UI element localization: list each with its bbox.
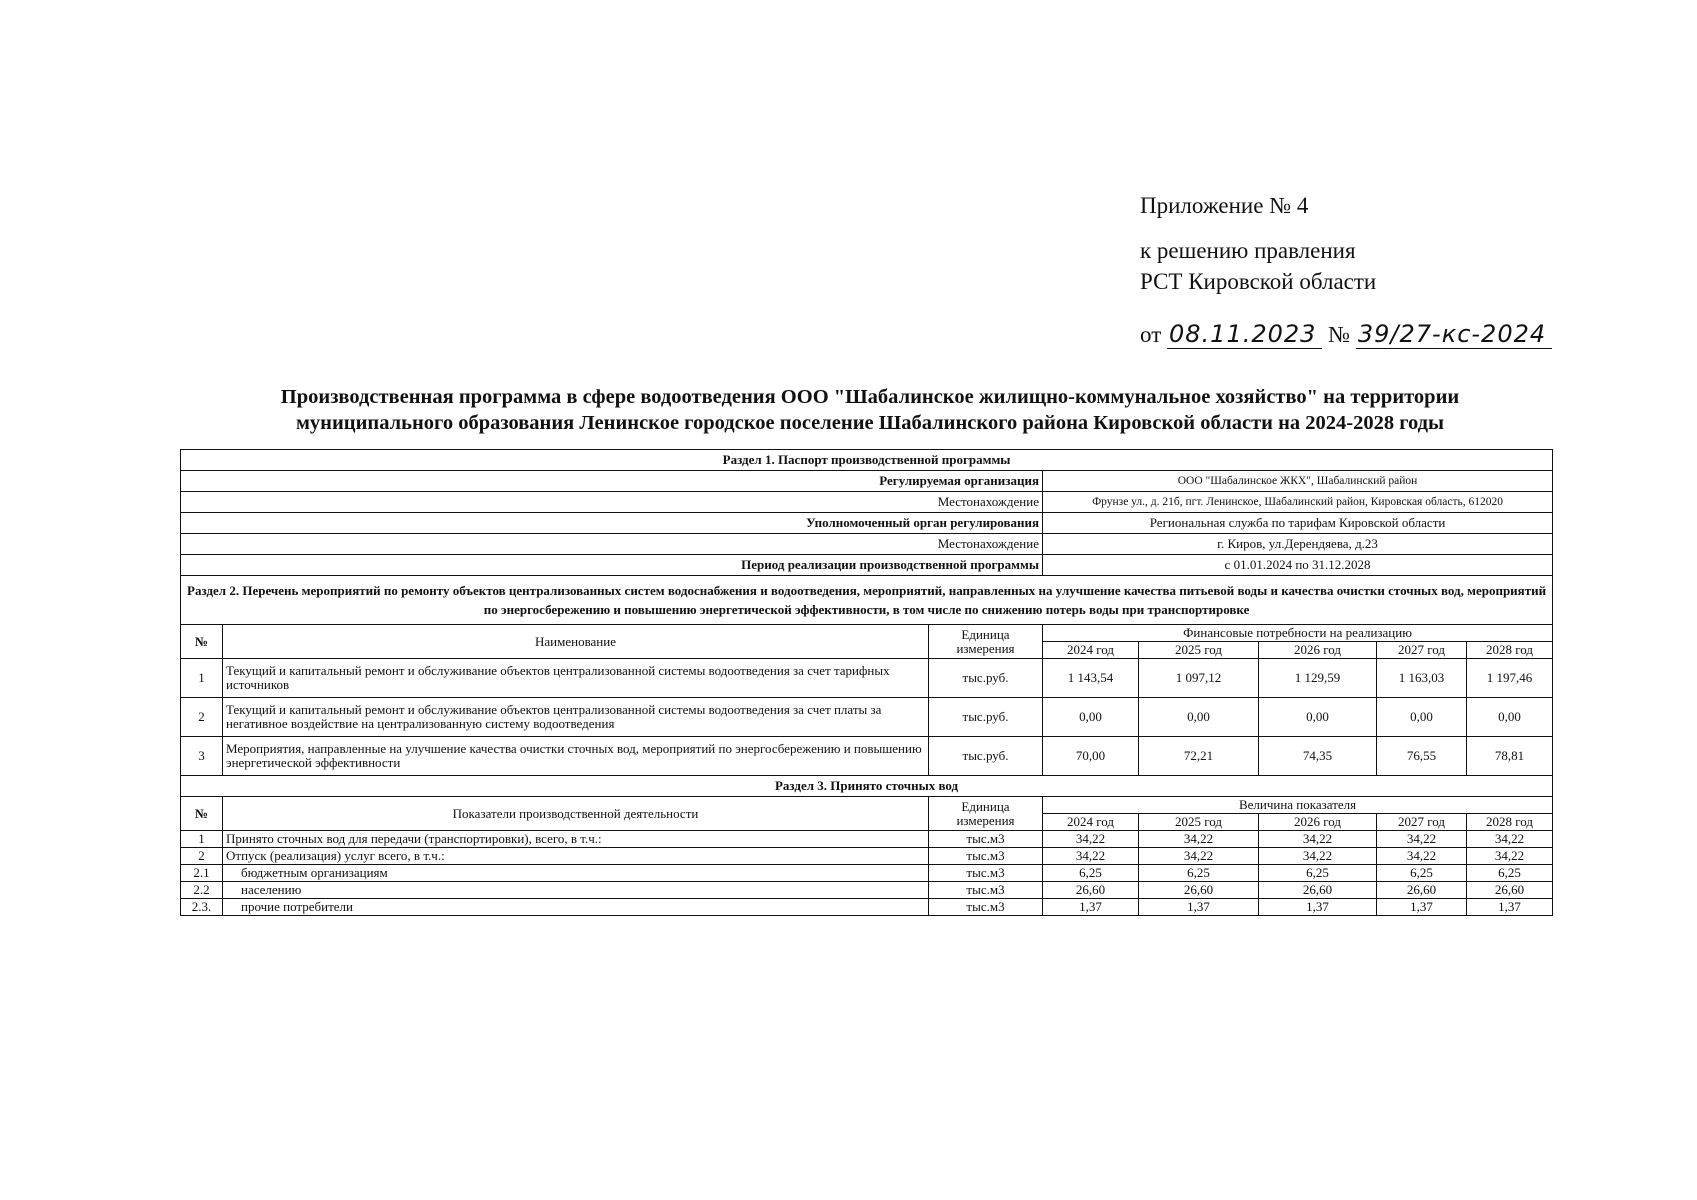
row-value: 1 163,03 xyxy=(1377,659,1467,698)
row-value: 1 097,12 xyxy=(1139,659,1259,698)
row-value: 1,37 xyxy=(1467,899,1553,916)
row-name: Отпуск (реализация) услуг всего, в т.ч.: xyxy=(223,848,929,865)
passport-label: Местонахождение xyxy=(181,534,1043,555)
row-value: 0,00 xyxy=(1467,698,1553,737)
year-header: 2025 год xyxy=(1139,642,1259,659)
row-value: 34,22 xyxy=(1467,848,1553,865)
col-group-header: Величина показателя xyxy=(1043,797,1553,814)
year-header: 2026 год xyxy=(1259,814,1377,831)
row-value: 6,25 xyxy=(1467,865,1553,882)
row-unit: тыс.руб. xyxy=(929,698,1043,737)
row-unit: тыс.м3 xyxy=(929,831,1043,848)
row-unit: тыс.м3 xyxy=(929,865,1043,882)
col-name-header: Показатели производственной деятельности xyxy=(223,797,929,831)
row-value: 26,60 xyxy=(1377,882,1467,899)
year-header: 2026 год xyxy=(1259,642,1377,659)
appendix-authority: РСТ Кировской области xyxy=(1140,269,1377,294)
row-value: 1,37 xyxy=(1043,899,1139,916)
table-row xyxy=(181,882,1553,899)
year-header: 2024 год xyxy=(1043,814,1139,831)
row-unit: тыс.м3 xyxy=(929,899,1043,916)
year-header: 2025 год xyxy=(1139,814,1259,831)
passport-value: ООО "Шабалинское ЖКХ", Шабалинский район xyxy=(1043,471,1553,492)
row-name: Принято сточных вод для передачи (транспортировки), всего, в т.ч.: xyxy=(223,831,929,848)
row-name: Текущий и капитальный ремонт и обслуживание объектов централизованной системы водоотведения за счет тарифных источников xyxy=(223,659,929,698)
decision-date: 08.11.2023 xyxy=(1167,320,1322,349)
table-row xyxy=(181,848,1553,865)
appendix-date-number xyxy=(1140,319,1640,350)
decision-number: 39/27-кс-2024 xyxy=(1356,320,1552,349)
title-line-2: муниципального образования Ленинское городское поселение Шабалинского района Кировской области на 2024-2028 годы xyxy=(295,412,1445,434)
row-value: 1 143,54 xyxy=(1043,659,1139,698)
passport-value: с 01.01.2024 по 31.12.2028 xyxy=(1043,555,1553,576)
row-value: 1 197,46 xyxy=(1467,659,1553,698)
row-value: 72,21 xyxy=(1139,737,1259,776)
row-number: 2.3. xyxy=(181,899,223,916)
row-unit: тыс.руб. xyxy=(929,659,1043,698)
row-value: 26,60 xyxy=(1043,882,1139,899)
section3-heading: Раздел 3. Принято сточных вод xyxy=(181,776,1553,797)
row-number: 1 xyxy=(181,659,223,698)
table-row xyxy=(181,899,1553,916)
row-name: населению xyxy=(223,882,929,899)
year-header: 2028 год xyxy=(1467,642,1553,659)
row-value: 70,00 xyxy=(1043,737,1139,776)
section1-heading: Раздел 1. Паспорт производственной программы xyxy=(181,450,1553,471)
row-value: 34,22 xyxy=(1377,831,1467,848)
passport-label: Уполномоченный орган регулирования xyxy=(181,513,1043,534)
col-number-header: № xyxy=(181,797,223,831)
row-value: 1,37 xyxy=(1259,899,1377,916)
table-row xyxy=(181,659,1553,698)
row-value: 1 129,59 xyxy=(1259,659,1377,698)
row-number: 1 xyxy=(181,831,223,848)
row-value: 76,55 xyxy=(1377,737,1467,776)
passport-value: Региональная служба по тарифам Кировской области xyxy=(1043,513,1553,534)
row-value: 26,60 xyxy=(1139,882,1259,899)
row-value: 6,25 xyxy=(1043,865,1139,882)
row-value: 78,81 xyxy=(1467,737,1553,776)
row-value: 6,25 xyxy=(1377,865,1467,882)
table-row xyxy=(181,865,1553,882)
passport-label: Местонахождение xyxy=(181,492,1043,513)
row-value: 74,35 xyxy=(1259,737,1377,776)
col-group-header: Финансовые потребности на реализацию xyxy=(1043,625,1553,642)
title-line-1: Производственная программа в сфере водоотведения ООО "Шабалинское жилищно-коммунальное хозяйство" на территории xyxy=(280,386,1460,408)
row-value: 1,37 xyxy=(1139,899,1259,916)
passport-label: Период реализации производственной программы xyxy=(181,555,1043,576)
appendix-decision: к решению правления xyxy=(1140,238,1356,263)
row-value: 6,25 xyxy=(1259,865,1377,882)
row-value: 0,00 xyxy=(1377,698,1467,737)
number-prefix: № xyxy=(1328,322,1351,347)
row-unit: тыс.м3 xyxy=(929,848,1043,865)
row-number: 3 xyxy=(181,737,223,776)
passport-label: Регулируемая организация xyxy=(181,471,1043,492)
appendix-block xyxy=(1140,190,1640,350)
from-prefix: от xyxy=(1140,322,1162,347)
row-value: 34,22 xyxy=(1139,848,1259,865)
row-number: 2.2 xyxy=(181,882,223,899)
row-value: 34,22 xyxy=(1139,831,1259,848)
row-name: Текущий и капитальный ремонт и обслуживание объектов централизованной системы водоотведения за счет платы за негативное воздействие на централизованную систему водоотведения xyxy=(223,698,929,737)
row-value: 34,22 xyxy=(1043,831,1139,848)
table-row xyxy=(181,831,1553,848)
row-value: 34,22 xyxy=(1377,848,1467,865)
year-header: 2027 год xyxy=(1377,642,1467,659)
col-name-header: Наименование xyxy=(223,625,929,659)
col-unit-header: Единица измерения xyxy=(929,625,1043,659)
year-header: 2028 год xyxy=(1467,814,1553,831)
year-header: 2024 год xyxy=(1043,642,1139,659)
row-number: 2 xyxy=(181,698,223,737)
row-value: 34,22 xyxy=(1259,831,1377,848)
row-value: 0,00 xyxy=(1259,698,1377,737)
row-value: 26,60 xyxy=(1467,882,1553,899)
program-table xyxy=(180,449,1553,916)
col-unit-header: Единица измерения xyxy=(929,797,1043,831)
row-value: 0,00 xyxy=(1043,698,1139,737)
col-number-header: № xyxy=(181,625,223,659)
row-name: бюджетным организациям xyxy=(223,865,929,882)
row-name: прочие потребители xyxy=(223,899,929,916)
table-row xyxy=(181,737,1553,776)
row-value: 34,22 xyxy=(1467,831,1553,848)
passport-value: Фрунзе ул., д. 21б, пгт. Ленинское, Шабалинский район, Кировская область, 612020 xyxy=(1043,492,1553,513)
row-unit: тыс.м3 xyxy=(929,882,1043,899)
row-name: Мероприятия, направленные на улучшение качества очистки сточных вод, мероприятий по энергосбережению и повышению энергетической эффективности xyxy=(223,737,929,776)
document-title xyxy=(180,384,1560,436)
row-value: 1,37 xyxy=(1377,899,1467,916)
row-value: 0,00 xyxy=(1139,698,1259,737)
row-value: 34,22 xyxy=(1043,848,1139,865)
row-value: 34,22 xyxy=(1259,848,1377,865)
row-number: 2.1 xyxy=(181,865,223,882)
table-row xyxy=(181,698,1553,737)
row-value: 6,25 xyxy=(1139,865,1259,882)
year-header: 2027 год xyxy=(1377,814,1467,831)
row-number: 2 xyxy=(181,848,223,865)
row-unit: тыс.руб. xyxy=(929,737,1043,776)
passport-value: г. Киров, ул.Дерендяева, д.23 xyxy=(1043,534,1553,555)
section2-heading: Раздел 2. Перечень мероприятий по ремонту объектов централизованных систем водоснабжения и водоотведения, мероприятий, направленных на улучшение качества питьевой воды и качества очистки сточных вод, мероприятий по энергосбережению и повышению энергетической эффективности, в том числе по снижению потерь воды при транспортировке xyxy=(181,576,1553,625)
row-value: 26,60 xyxy=(1259,882,1377,899)
appendix-number: Приложение № 4 xyxy=(1140,193,1309,218)
